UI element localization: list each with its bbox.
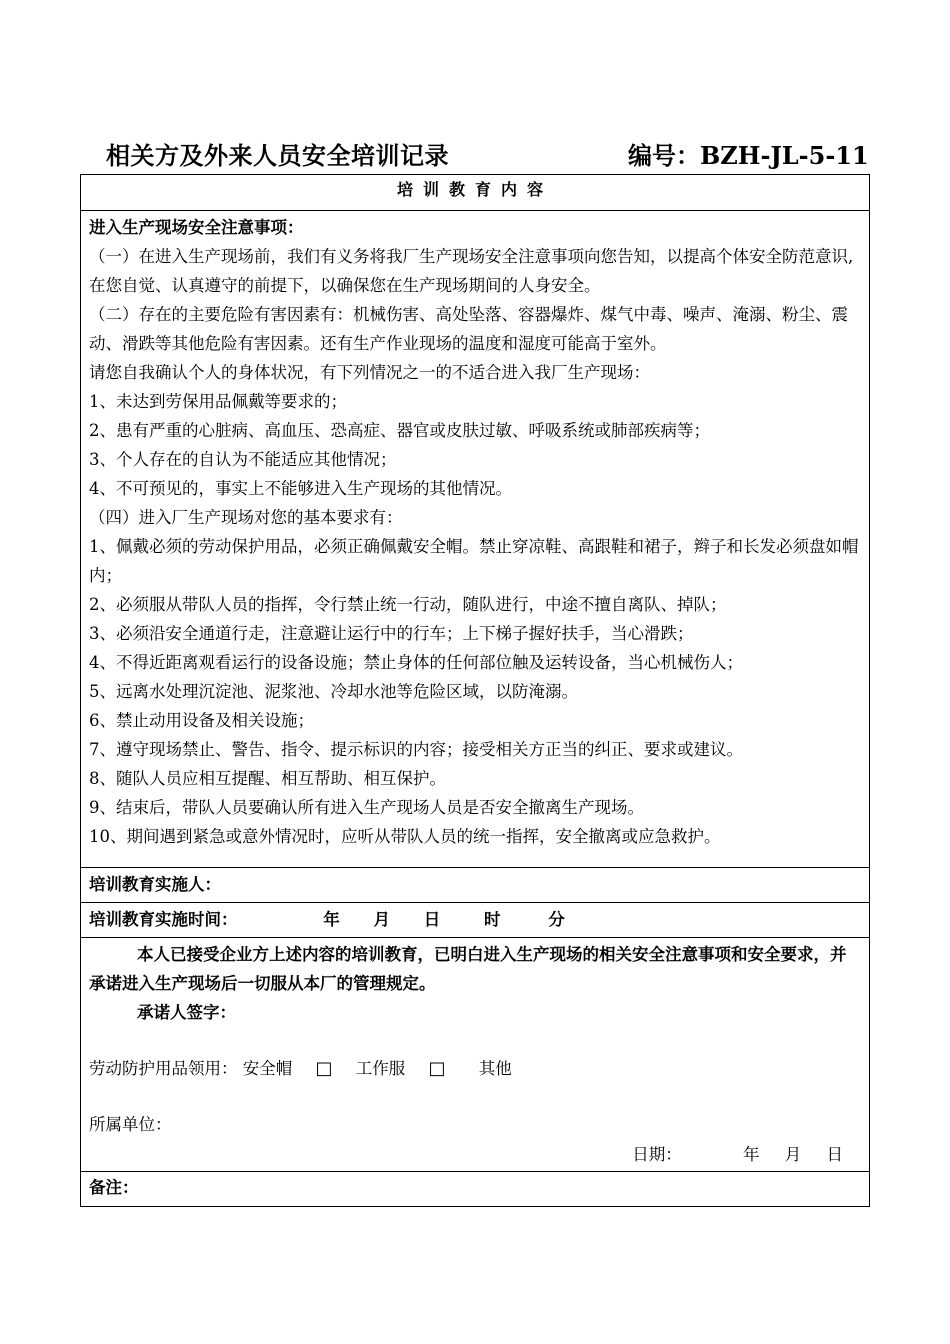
time-year: 年 bbox=[323, 910, 340, 929]
commitment-statement: 本人已接受企业方上述内容的培训教育，已明白进入生产现场的相关安全注意事项和安全要求，并承诺进入生产现场后一切服从本厂的管理规定。 bbox=[89, 945, 847, 993]
content-line: 6、禁止动用设备及相关设施； bbox=[89, 711, 314, 730]
implementer-label: 培训教育实施人： bbox=[89, 875, 221, 894]
ppe-label: 劳动防护用品领用： bbox=[89, 1059, 238, 1078]
content-line: 10、期间遇到紧急或意外情况时，应听从带队人员的统一指挥，安全撤离或应急救护。 bbox=[89, 827, 721, 846]
content-line: 7、遵守现场禁止、警告、指令、提示标识的内容；接受相关方正当的纠正、要求或建议。 bbox=[89, 740, 743, 759]
time-hour: 时 bbox=[484, 910, 501, 929]
date-year: 年 bbox=[743, 1145, 760, 1164]
ppe-item-helmet: 安全帽 bbox=[242, 1059, 293, 1078]
unit-label: 所属单位： bbox=[89, 1115, 172, 1134]
content-heading: 进入生产现场安全注意事项： bbox=[89, 218, 304, 237]
content-line: （二）存在的主要危险有害因素有：机械伤害、高处坠落、容器爆炸、煤气中毒、噪声、淹溺、粉尘、震动、滑跌等其他危险有害因素。还有生产作业现场的温度和湿度可能高于室外。 bbox=[89, 305, 848, 353]
content-line: 3、个人存在的自认为不能适应其他情况； bbox=[89, 450, 397, 469]
content-line: 8、随队人员应相互提醒、相互帮助、相互保护。 bbox=[89, 769, 446, 788]
training-record-table bbox=[80, 174, 870, 1207]
remark-label: 备注： bbox=[89, 1178, 139, 1197]
content-line: 2、患有严重的心脏病、高血压、恐高症、器官或皮肤过敏、呼吸系统或肺部疾病等； bbox=[89, 421, 710, 440]
date-label: 日期： bbox=[632, 1145, 682, 1164]
training-content bbox=[81, 211, 869, 868]
content-line: 9、结束后，带队人员要确认所有进入生产现场人员是否安全撤离生产现场。 bbox=[89, 798, 644, 817]
content-line: 1、未达到劳保用品佩戴等要求的； bbox=[89, 392, 347, 411]
document-title: 相关方及外来人员安全培训记录 bbox=[106, 141, 449, 170]
time-month: 月 bbox=[373, 910, 390, 929]
training-time-field[interactable] bbox=[81, 903, 869, 938]
date-month: 月 bbox=[784, 1145, 802, 1164]
ppe-row bbox=[89, 1054, 861, 1083]
content-line: （四）进入厂生产现场对您的基本要求有： bbox=[89, 508, 403, 527]
content-line: 2、必须服从带队人员的指挥，令行禁止统一行动，随队进行，中途不擅自离队、掉队； bbox=[89, 595, 727, 614]
document-code: 编号：BZH-JL-5-11 bbox=[628, 141, 869, 170]
signature-label[interactable]: 承诺人签字： bbox=[137, 1003, 236, 1022]
section-header: 培训教育内容 bbox=[81, 175, 869, 211]
unit-field[interactable] bbox=[89, 1110, 861, 1139]
remark-field[interactable] bbox=[81, 1172, 869, 1206]
ppe-item-other: 其他 bbox=[478, 1059, 512, 1078]
time-label: 培训教育实施时间： bbox=[89, 910, 238, 929]
content-line: 4、不可预见的，事实上不能够进入生产现场的其他情况。 bbox=[89, 479, 512, 498]
content-line: 4、不得近距离观看运行的设备设施；禁止身体的任何部位触及运转设备，当心机械伤人； bbox=[89, 653, 743, 672]
ppe-item-workwear: 工作服 bbox=[355, 1059, 406, 1078]
time-minute: 分 bbox=[548, 910, 565, 929]
content-line: 1、佩戴必须的劳动保护用品，必须正确佩戴安全帽。禁止穿凉鞋、高跟鞋和裙子，辫子和长发必须盘如帽内； bbox=[89, 537, 859, 585]
workwear-checkbox[interactable]: □ bbox=[428, 1058, 446, 1079]
helmet-checkbox[interactable]: □ bbox=[315, 1058, 333, 1079]
implementer-field[interactable] bbox=[81, 868, 869, 903]
content-line: （一）在进入生产现场前，我们有义务将我厂生产现场安全注意事项向您告知，以提高个体安全防范意识,在您自觉、认真遵守的前提下，以确保您在生产现场期间的人身安全。 bbox=[89, 247, 854, 295]
date-day: 日 bbox=[826, 1145, 843, 1164]
date-field[interactable] bbox=[632, 1140, 843, 1169]
time-day: 日 bbox=[423, 910, 441, 929]
content-line: 请您自我确认个人的身体状况，有下列情况之一的不适合进入我厂生产现场： bbox=[89, 363, 650, 382]
content-line: 3、必须沿安全通道行走，注意避让运行中的行车；上下梯子握好扶手，当心滑跌； bbox=[89, 624, 694, 643]
content-line: 5、远离水处理沉淀池、泥浆池、冷却水池等危险区域，以防淹溺。 bbox=[89, 682, 578, 701]
commitment-section bbox=[81, 938, 869, 1172]
